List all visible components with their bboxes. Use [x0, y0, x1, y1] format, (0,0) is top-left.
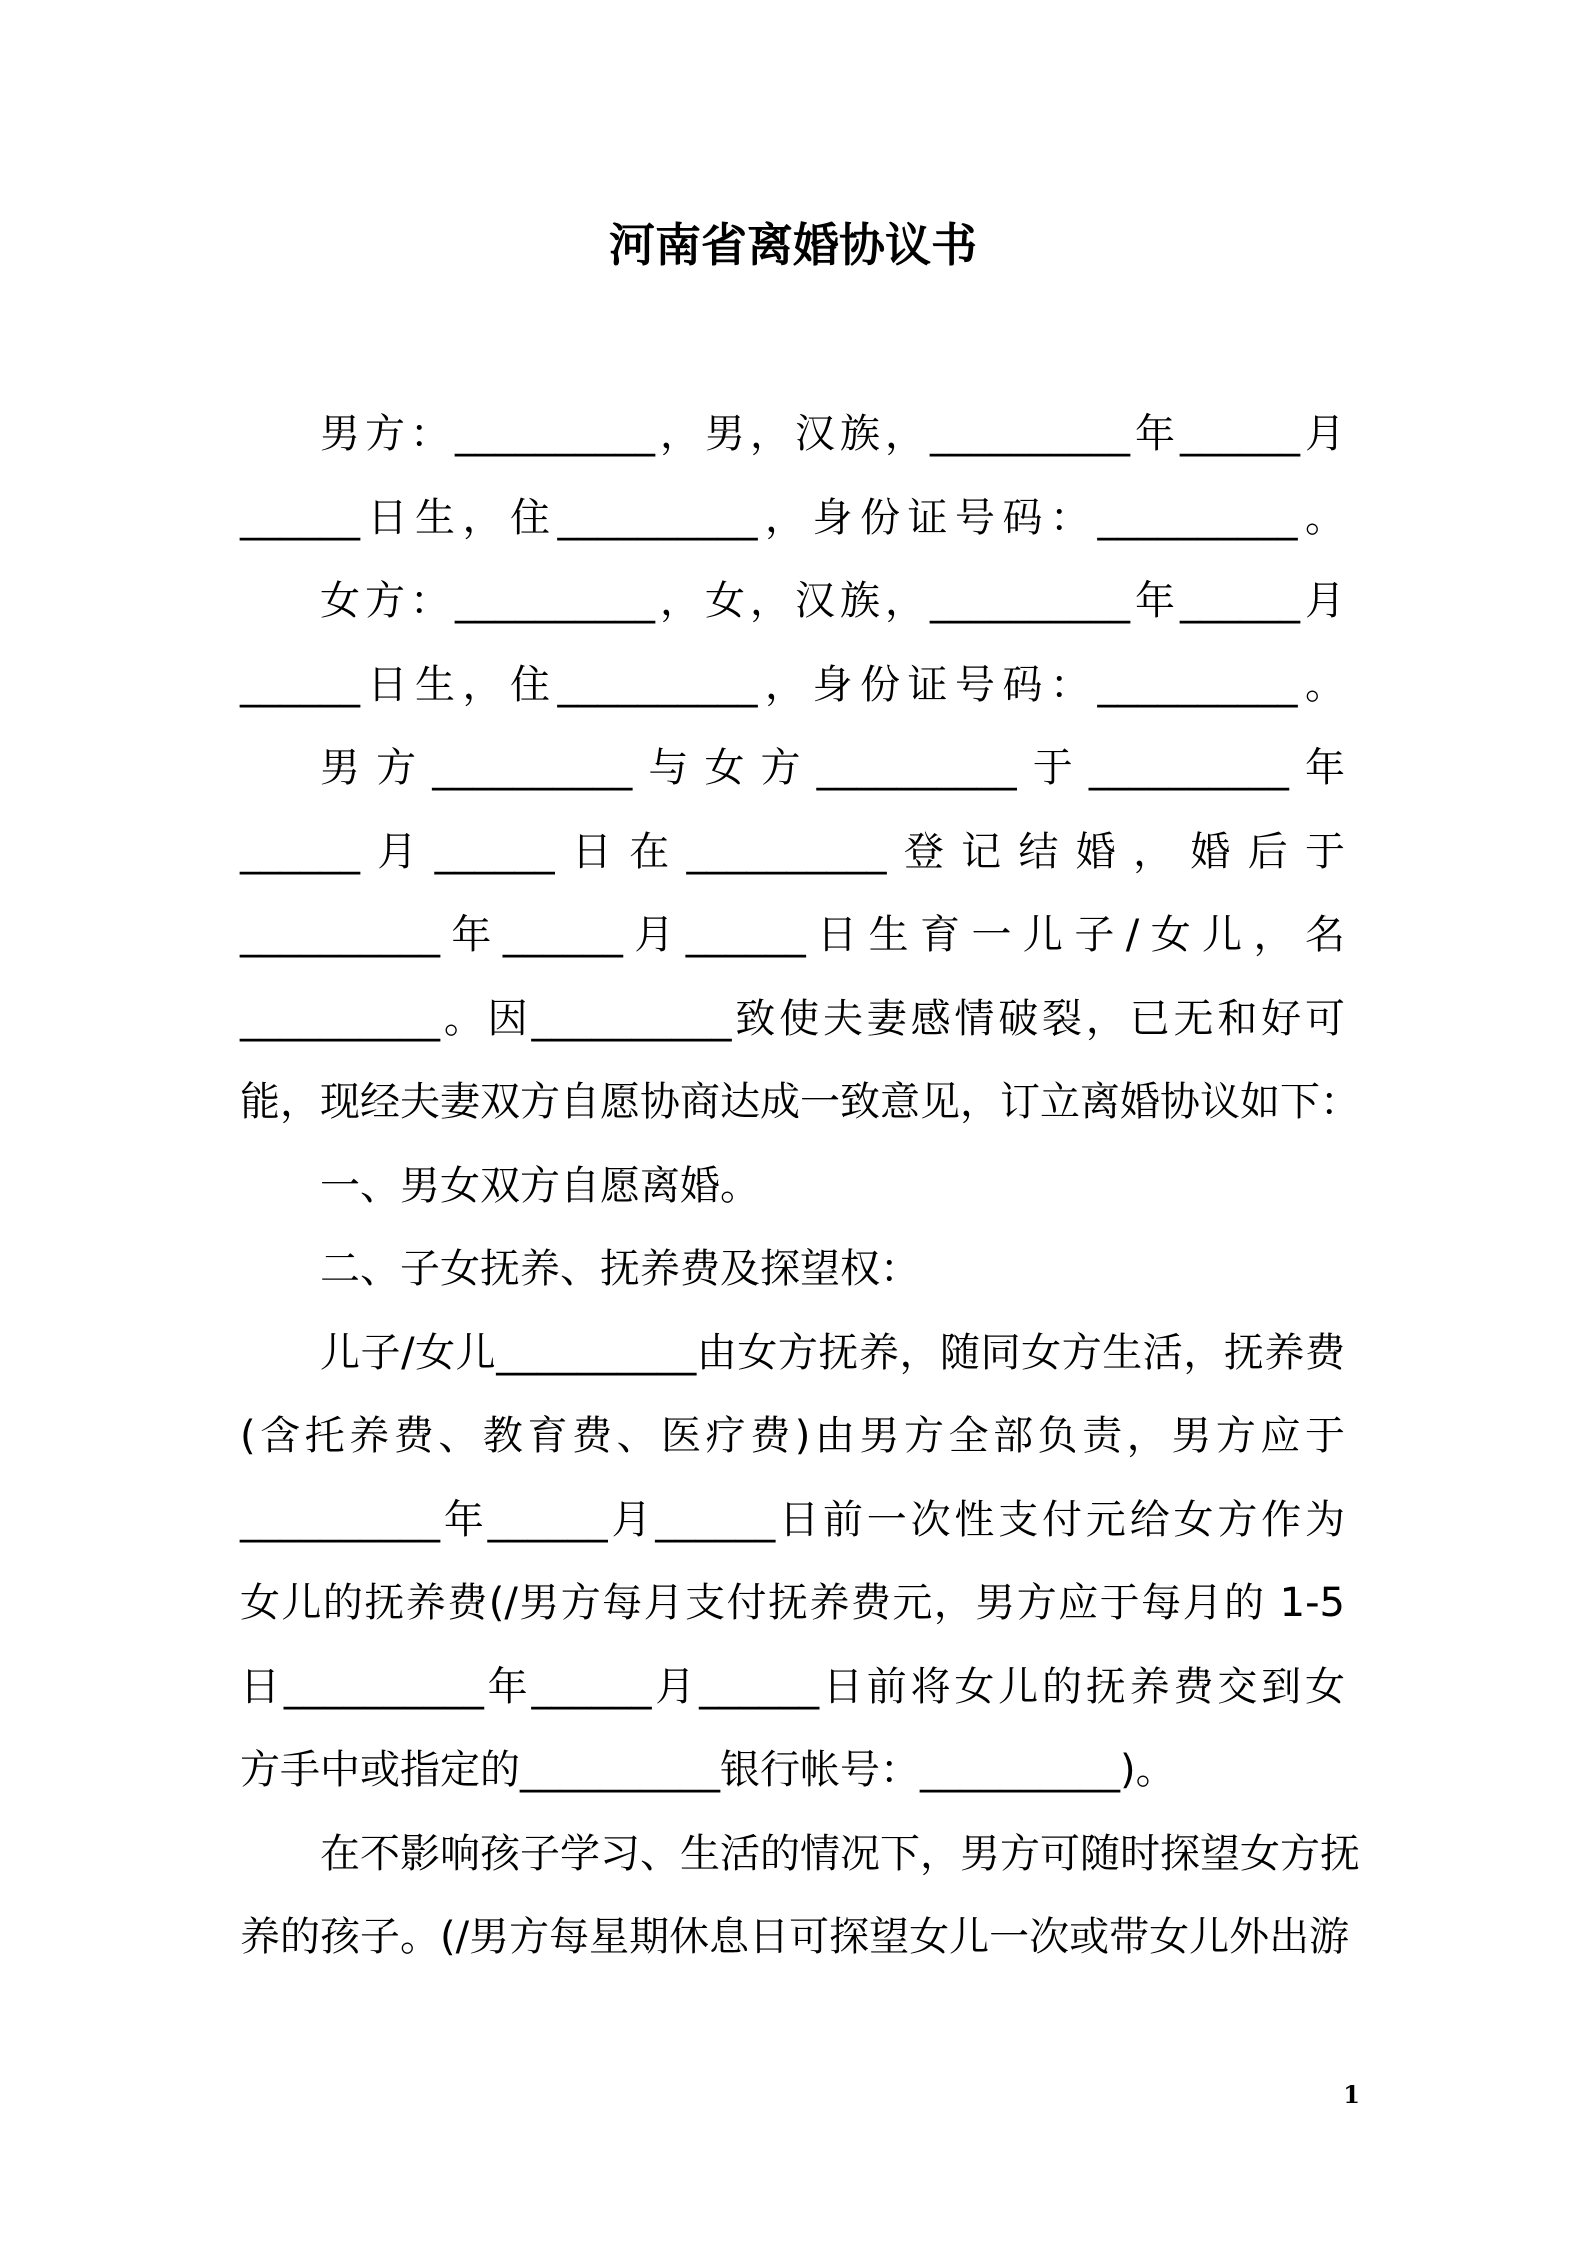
paragraph-line: 能，现经夫妻双方自愿协商达成一致意见，订立离婚协议如下：: [240, 1079, 1360, 1125]
paragraph-line: (含托养费、教育费、医疗费)由男方全部负责，男方应于: [240, 1413, 1345, 1459]
clause-heading: 一、男女双方自愿离婚。: [320, 1163, 760, 1209]
paragraph-line: ______月______日在__________登记结婚，婚后于: [240, 829, 1345, 875]
paragraph-line: ______日生，住__________，身份证号码：__________。: [240, 662, 1345, 708]
paragraph-line: 男方__________与女方__________于__________年: [320, 745, 1345, 791]
paragraph-line: __________年______月______日前一次性支付元给女方作为: [240, 1497, 1345, 1543]
clause-heading: 二、子女抚养、抚养费及探望权：: [320, 1246, 920, 1292]
document-title: 河南省离婚协议书: [609, 218, 977, 272]
paragraph-line: 女儿的抚养费(/男方每月支付抚养费元，男方应于每月的 1-5: [240, 1580, 1345, 1626]
paragraph-line: __________。因__________致使夫妻感情破裂，已无和好可: [240, 996, 1345, 1042]
paragraph-line: __________年______月______日生育一儿子/女儿，名: [240, 912, 1345, 958]
paragraph-line: 女方：__________，女，汉族，__________年______月: [320, 578, 1345, 624]
paragraph-line: 方手中或指定的__________银行帐号：__________)。: [240, 1747, 1176, 1793]
page-number: 1: [1343, 2080, 1360, 2109]
paragraph-line: ______日生，住__________，身份证号码：__________。: [240, 495, 1345, 541]
paragraph-line: 男方：__________，男，汉族，__________年______月: [320, 411, 1345, 457]
paragraph-line: 儿子/女儿__________由女方抚养，随同女方生活，抚养费: [320, 1330, 1345, 1376]
paragraph-line: 养的孩子。(/男方每星期休息日可探望女儿一次或带女儿外出游: [240, 1914, 1350, 1960]
paragraph-line: 日__________年______月______日前将女儿的抚养费交到女: [240, 1664, 1345, 1710]
paragraph-line: 在不影响孩子学习、生活的情况下，男方可随时探望女方抚: [320, 1831, 1360, 1877]
